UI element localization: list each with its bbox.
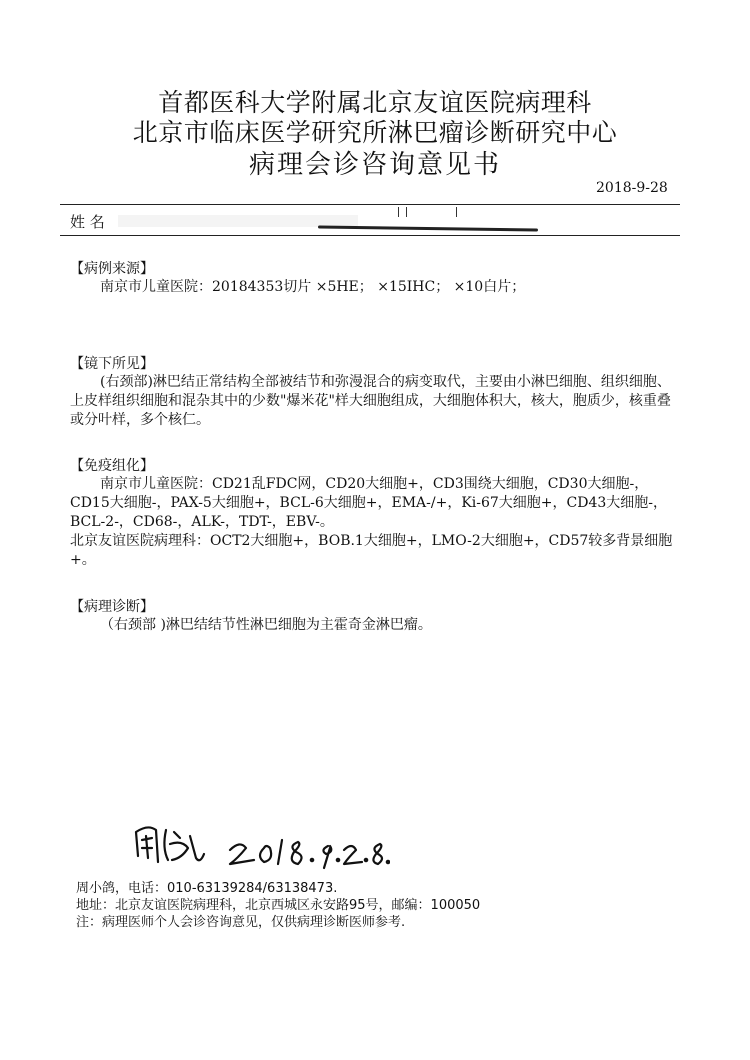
- diagnosis-body: （右颈部 )淋巴结结节性淋巴细胞为主霍奇金淋巴瘤。: [100, 617, 432, 633]
- report-date: 2018-9-28: [596, 180, 668, 196]
- section-diagnosis: [70, 598, 680, 635]
- header-institute: 北京市临床医学研究所淋巴瘤诊断研究中心: [132, 118, 618, 147]
- contact-info: [76, 880, 480, 931]
- contact-note: 注：病理医师个人会诊咨询意见，仅供病理诊断医师参考.: [76, 915, 406, 930]
- header-hospital: 首都医科大学附属北京友谊医院病理科: [158, 88, 592, 117]
- section-microscopy: [70, 355, 680, 430]
- case-source-title: 【病例来源】: [70, 261, 154, 277]
- patient-name-label: 姓 名: [70, 213, 105, 231]
- microscopy-body: (右颈部)淋巴结正常结构全部被结节和弥漫混合的病变取代，主要由小淋巴细胞、组织细胞、上皮样组织细胞和混杂其中的少数"爆米花"样大细胞组成，大细胞体积大，核大，胞质少，核重叠或分叶样，多个核仁。: [70, 374, 671, 428]
- section-case-source: [70, 260, 680, 297]
- patient-info-bar: [60, 204, 680, 236]
- handwritten-signature: [130, 818, 390, 878]
- ihc-beijing-results: 北京友谊医院病理科：OCT2大细胞+，BOB.1大细胞+，LMO-2大细胞+，CD57较多背景细胞+。: [70, 533, 673, 568]
- case-source-body: 南京市儿童医院：20184353切片 ×5HE； ×15IHC； ×10白片；: [100, 279, 526, 295]
- redaction-mark: [406, 207, 407, 217]
- redaction-stroke: [318, 225, 538, 231]
- diagnosis-title: 【病理诊断】: [70, 599, 154, 615]
- ihc-title: 【免疫组化】: [70, 458, 154, 474]
- contact-phone: 周小鸽，电话：010-63139284/63138473.: [76, 881, 338, 896]
- contact-address: 地址：北京友谊医院病理科，北京西城区永安路95号，邮编：100050: [76, 898, 481, 913]
- document-header: [0, 88, 750, 180]
- microscopy-title: 【镜下所见】: [70, 356, 154, 372]
- header-document-title: 病理会诊咨询意见书: [248, 150, 501, 180]
- ihc-nanjing-results: 南京市儿童医院：CD21乱FDC网，CD20大细胞+，CD3围绕大细胞，CD30大细胞-，CD15大细胞-，PAX-5大细胞+，BCL-6大细胞+，EMA-/+，Ki-67大细胞+，CD43大细胞-，BCL-2-，CD68-，ALK-，TDT-，EBV-。: [70, 476, 668, 530]
- redaction-mark: [456, 207, 457, 217]
- section-immunohistochemistry: [70, 457, 680, 570]
- redaction-mark: [398, 207, 399, 217]
